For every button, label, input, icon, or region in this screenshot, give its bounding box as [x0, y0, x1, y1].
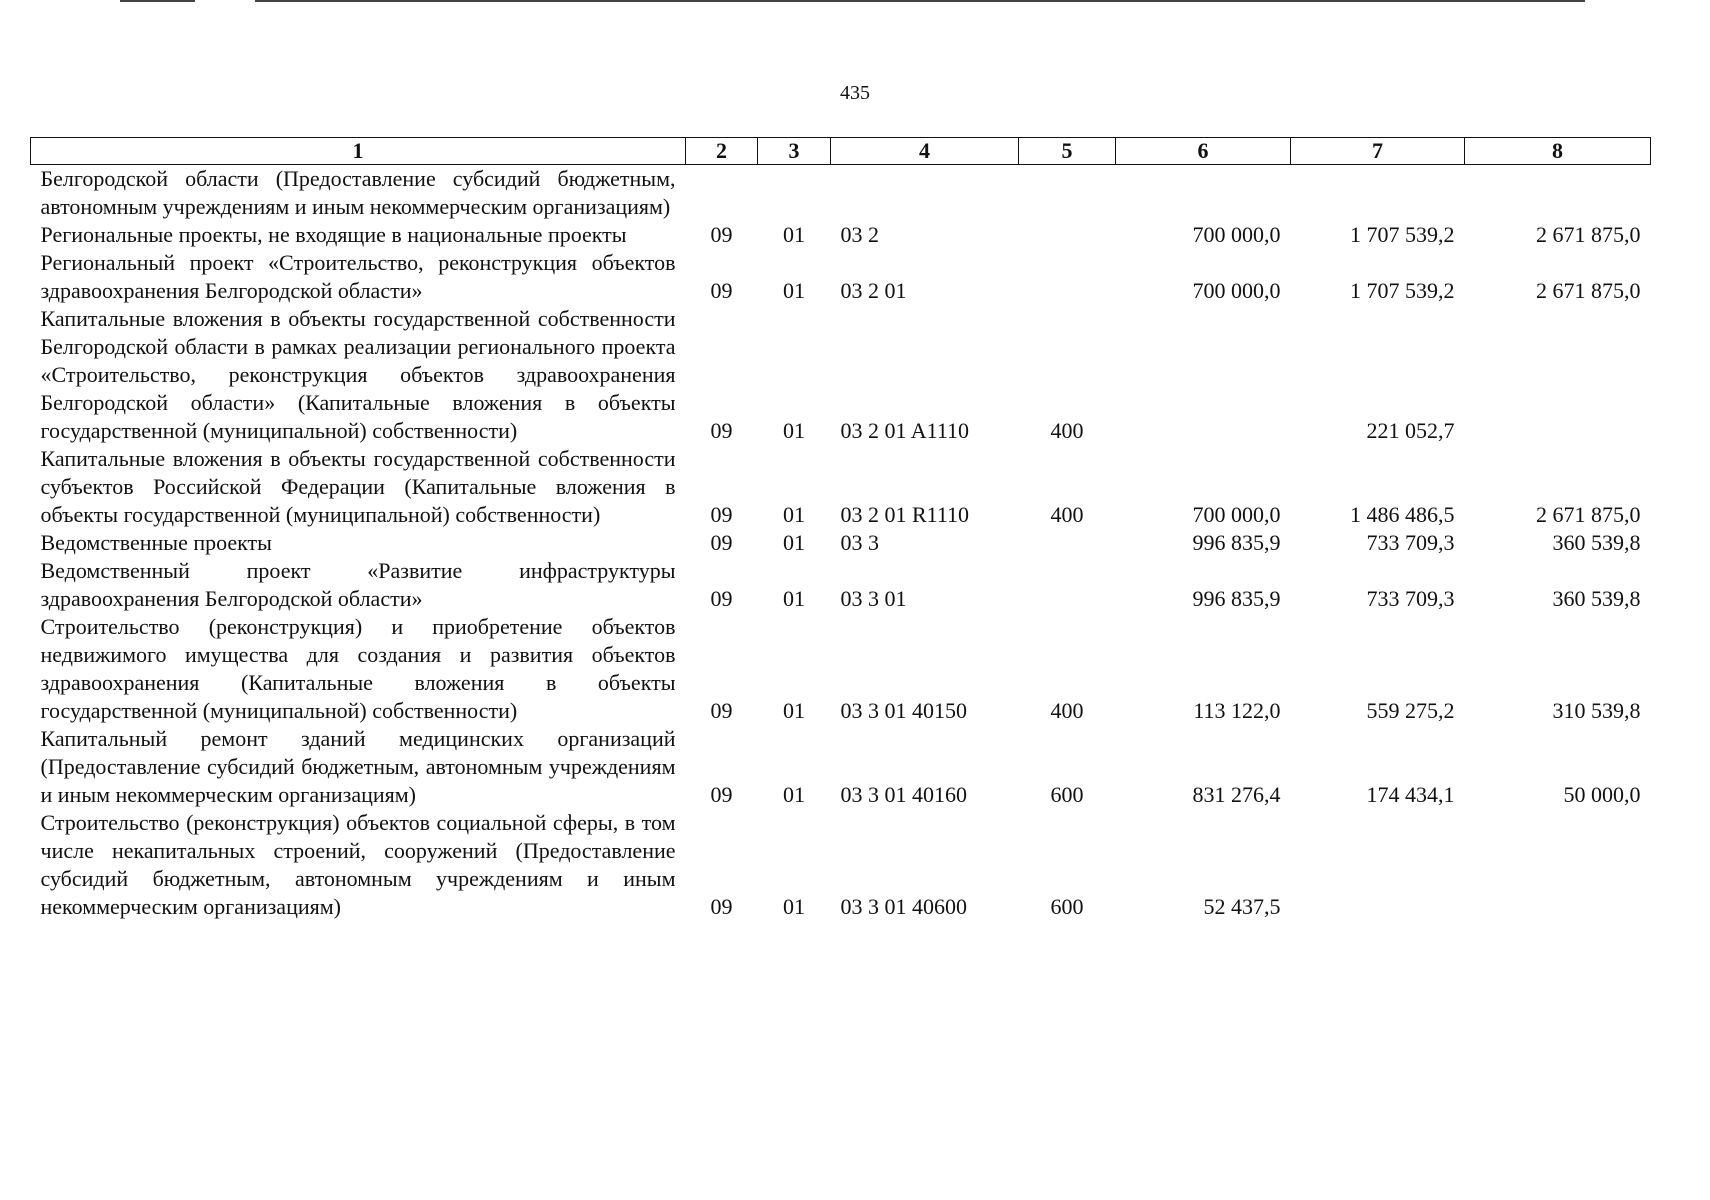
row-subsection: 01 — [783, 530, 805, 555]
row-target-article: 03 2 01 R1110 — [840, 502, 970, 527]
row-amount-col8: 310 539,8 — [1552, 698, 1641, 723]
row-section: 09 — [710, 418, 733, 443]
row-amount-col7: 733 709,3 — [1366, 530, 1455, 555]
row-amount-col6: 700 000,0 — [1192, 222, 1281, 247]
row-subsection: 01 — [783, 222, 805, 247]
row-expense-type: 600 — [1050, 894, 1084, 919]
table-row — [31, 529, 1651, 557]
row-amount-col7: 221 052,7 — [1366, 418, 1455, 443]
table-row — [31, 305, 1651, 445]
table-row — [31, 613, 1651, 725]
table-row — [31, 557, 1651, 613]
row-name: Белгородской области (Предоставление субсидий бюджетным, автономным учреждениям и иным некоммерческим организациям) — [40, 166, 676, 219]
row-expense-type — [1019, 557, 1116, 613]
row-amount-col6: 52 437,5 — [1203, 894, 1281, 919]
row-amount-col7: 1 486 486,5 — [1350, 502, 1455, 527]
row-amount-col8: 360 539,8 — [1552, 586, 1641, 611]
row-amount-col7: 1 707 539,2 — [1350, 278, 1455, 303]
row-section: 09 — [710, 698, 733, 723]
row-expense-type — [1019, 221, 1116, 249]
column-header-7: 7 — [1291, 138, 1465, 165]
row-name: Региональный проект «Строительство, реконструкция объектов здравоохранения Белгородской области» — [40, 250, 676, 303]
row-subsection: 01 — [783, 782, 805, 807]
row-amount-col7 — [1291, 809, 1465, 921]
row-target-article: 03 3 01 40150 — [840, 698, 967, 723]
row-section: 09 — [710, 222, 733, 247]
row-target-article: 03 2 01 — [840, 278, 907, 303]
row-amount-col7: 174 434,1 — [1366, 782, 1455, 807]
row-expense-type — [1019, 249, 1116, 305]
row-section — [686, 165, 758, 222]
top-scan-line-right — [255, 0, 1585, 2]
row-subsection: 01 — [783, 278, 805, 303]
row-amount-col6: 996 835,9 — [1192, 586, 1281, 611]
row-amount-col8: 2 671 875,0 — [1536, 222, 1641, 247]
row-target-article: 03 3 01 40600 — [840, 894, 967, 919]
row-name: Капитальный ремонт зданий медицинских организаций (Предоставление субсидий бюджетным, автономным учреждениям и иным некоммерческим организациям) — [40, 726, 676, 807]
column-header-1: 1 — [31, 138, 686, 165]
row-section: 09 — [710, 586, 733, 611]
row-section: 09 — [710, 502, 733, 527]
row-expense-type: 600 — [1050, 782, 1084, 807]
row-subsection: 01 — [783, 418, 805, 443]
row-subsection: 01 — [783, 894, 805, 919]
row-subsection: 01 — [783, 698, 805, 723]
row-amount-col7: 559 275,2 — [1366, 698, 1455, 723]
budget-table — [30, 137, 1651, 921]
row-subsection — [758, 165, 831, 222]
row-target-article: 03 2 — [840, 222, 879, 247]
row-target-article: 03 2 01 A1110 — [840, 418, 970, 443]
row-amount-col8: 50 000,0 — [1563, 782, 1641, 807]
row-amount-col6: 700 000,0 — [1192, 278, 1281, 303]
row-target-article — [831, 165, 1019, 222]
table-row — [31, 249, 1651, 305]
column-header-6: 6 — [1116, 138, 1291, 165]
row-amount-col8 — [1465, 809, 1651, 921]
row-name: Капитальные вложения в объекты государственной собственности субъектов Российской Федерации (Капитальные вложения в объекты государственной (муниципальной) собственности) — [40, 446, 676, 527]
row-expense-type — [1019, 165, 1116, 222]
row-subsection: 01 — [783, 586, 805, 611]
column-header-5: 5 — [1019, 138, 1116, 165]
row-section: 09 — [710, 782, 733, 807]
row-expense-type: 400 — [1050, 418, 1084, 443]
table-row — [31, 165, 1651, 222]
row-section: 09 — [710, 894, 733, 919]
table-row — [31, 809, 1651, 921]
row-target-article: 03 3 01 40160 — [840, 782, 967, 807]
row-expense-type: 400 — [1050, 502, 1084, 527]
row-target-article: 03 3 — [840, 530, 879, 555]
row-amount-col8: 2 671 875,0 — [1536, 502, 1641, 527]
row-target-article: 03 3 01 — [840, 586, 907, 611]
header-row — [31, 138, 1651, 165]
row-amount-col6: 831 276,4 — [1192, 782, 1281, 807]
row-name: Строительство (реконструкция) и приобретение объектов недвижимого имущества для создания и развития объектов здравоохранения (Капитальные вложения в объекты государственной (муниципальной) собственности) — [40, 614, 676, 723]
row-name: Региональные проекты, не входящие в национальные проекты — [40, 222, 627, 247]
row-name: Капитальные вложения в объекты государственной собственности Белгородской области в рамках реализации регионального проекта «Строительство, реконструкция объектов здравоохранения Белгородской области» (Капитальные вложения в объекты государственной (муниципальной) собственности) — [40, 306, 676, 443]
row-amount-col6: 996 835,9 — [1192, 530, 1281, 555]
row-amount-col6 — [1116, 305, 1291, 445]
row-name: Ведомственные проекты — [40, 530, 272, 555]
row-section: 09 — [710, 530, 733, 555]
column-header-8: 8 — [1465, 138, 1651, 165]
row-amount-col7: 1 707 539,2 — [1350, 222, 1455, 247]
row-amount-col8 — [1465, 305, 1651, 445]
row-expense-type: 400 — [1050, 698, 1084, 723]
row-amount-col8: 2 671 875,0 — [1536, 278, 1641, 303]
row-amount-col7 — [1291, 165, 1465, 222]
row-section: 09 — [710, 278, 733, 303]
row-expense-type — [1019, 529, 1116, 557]
column-header-3: 3 — [758, 138, 831, 165]
row-amount-col7: 733 709,3 — [1366, 586, 1455, 611]
row-name: Ведомственный проект «Развитие инфраструктуры здравоохранения Белгородской области» — [40, 558, 676, 611]
column-header-4: 4 — [831, 138, 1019, 165]
row-amount-col6: 113 122,0 — [1193, 698, 1281, 723]
row-amount-col6: 700 000,0 — [1192, 502, 1281, 527]
row-name: Строительство (реконструкция) объектов социальной сферы, в том числе некапитальных строений, сооружений (Предоставление субсидий бюджетным, автономным учреждениям и иным некоммерческим организациям) — [40, 810, 676, 919]
table-row — [31, 725, 1651, 809]
table-row — [31, 221, 1651, 249]
row-amount-col8 — [1465, 165, 1651, 222]
page-number: 435 — [840, 82, 870, 104]
row-amount-col8: 360 539,8 — [1552, 530, 1641, 555]
row-subsection: 01 — [783, 502, 805, 527]
top-scan-line-left — [120, 0, 195, 2]
column-header-2: 2 — [686, 138, 758, 165]
table-row — [31, 445, 1651, 529]
row-amount-col6 — [1116, 165, 1291, 222]
